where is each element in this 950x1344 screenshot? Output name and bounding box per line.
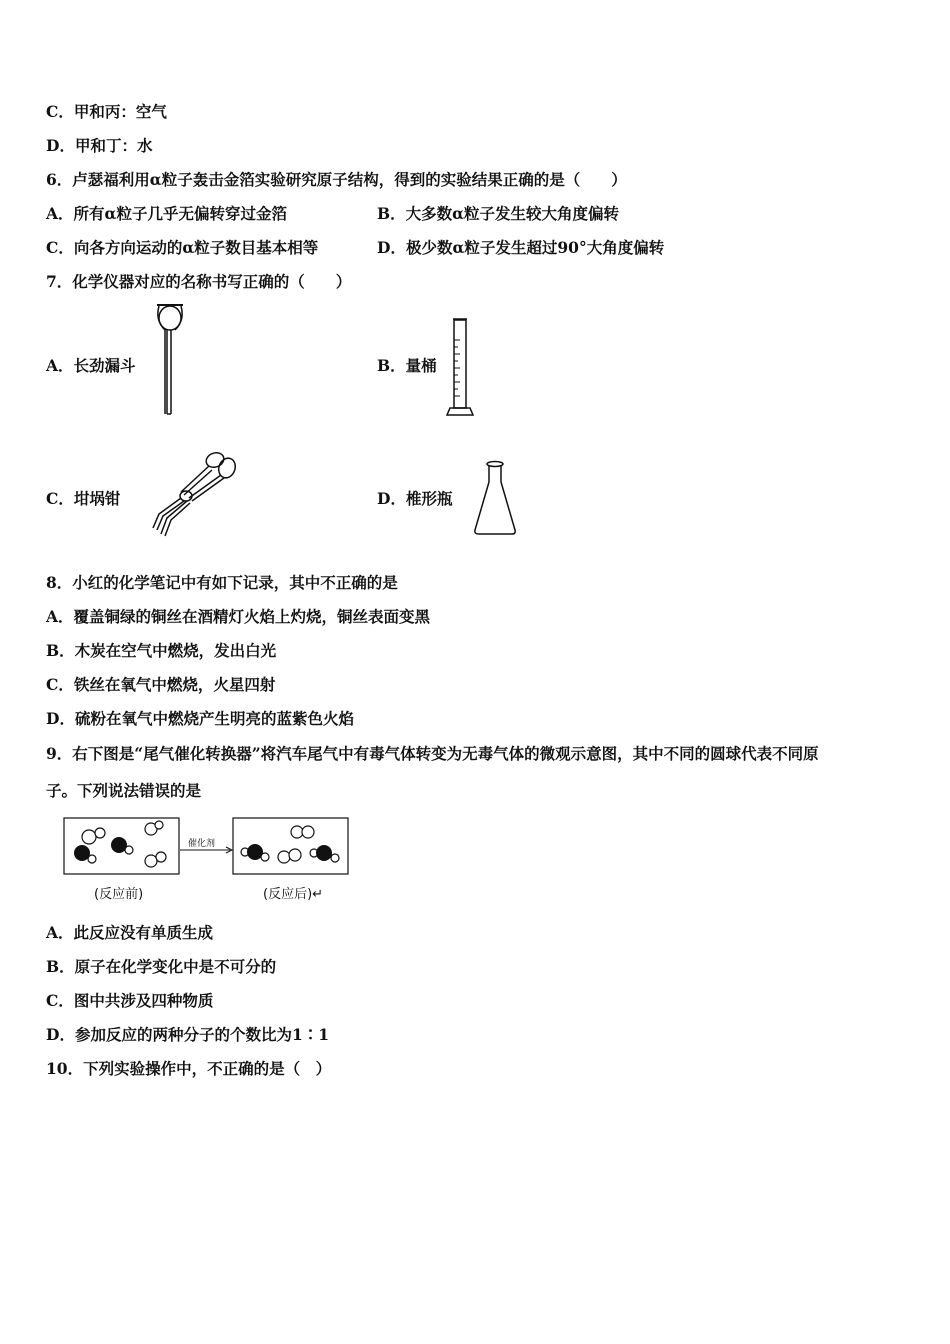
q8-stem: 8．小红的化学笔记中有如下记录，其中不正确的是 <box>46 573 398 592</box>
q5-option-d: D．甲和丁：水 <box>46 136 153 155</box>
q7-option-c: C．坩埚钳 <box>46 489 121 508</box>
long-neck-funnel-icon <box>150 300 190 420</box>
q8-option-c: C．铁丝在氧气中燃烧，火星四射 <box>46 675 276 694</box>
catalyst-label: 催化剂 <box>188 839 216 849</box>
q6-stem: 6．卢瑟福利用α粒子轰击金箔实验研究原子结构，得到的实验结果正确的是（ ） <box>46 170 627 189</box>
q7-stem: 7．化学仪器对应的名称书写正确的（ ） <box>46 272 352 291</box>
graduated-cylinder-icon <box>440 315 480 420</box>
q7-option-a: A．长劲漏斗 <box>46 356 136 375</box>
q9-option-a: A．此反应没有单质生成 <box>46 923 214 942</box>
after-caption: (反应后)↵ <box>263 887 324 902</box>
q6-option-a: A．所有α粒子几乎无偏转穿过金箔 <box>46 204 287 223</box>
q7-option-d: D．椎形瓶 <box>377 489 453 508</box>
q8-option-d: D．硫粉在氧气中燃烧产生明亮的蓝紫色火焰 <box>46 709 354 728</box>
q9-option-d: D．参加反应的两种分子的个数比为1∶1 <box>46 1025 330 1044</box>
q6-option-d: D．极少数α粒子发生超过90°大角度偏转 <box>377 238 665 257</box>
before-caption: (反应前) <box>94 887 144 902</box>
q7-option-b: B．量桶 <box>377 356 437 375</box>
q9-stem-line2: 子。下列说法错误的是 <box>46 781 202 800</box>
q8-option-a: A．覆盖铜绿的铜丝在酒精灯火焰上灼烧，铜丝表面变黑 <box>46 607 431 626</box>
q6-option-c: C．向各方向运动的α粒子数目基本相等 <box>46 238 319 257</box>
q9-option-c: C．图中共涉及四种物质 <box>46 991 214 1010</box>
q9-option-b: B．原子在化学变化中是不可分的 <box>46 957 277 976</box>
conical-flask-icon <box>470 458 525 538</box>
crucible-tongs-icon <box>145 448 240 543</box>
q9-stem-line1: 9．右下图是“尾气催化转换器”将汽车尾气中有毒气体转变为无毒气体的微观示意图，其中不同的圆球代表不同原 <box>46 744 819 763</box>
q5-option-c: C．甲和丙：空气 <box>46 102 167 121</box>
q8-option-b: B．木炭在空气中燃烧，发出白光 <box>46 641 277 660</box>
q6-option-b: B．大多数α粒子发生较大角度偏转 <box>377 204 620 223</box>
q10-stem: 10．下列实验操作中，不正确的是（ ） <box>46 1059 332 1078</box>
